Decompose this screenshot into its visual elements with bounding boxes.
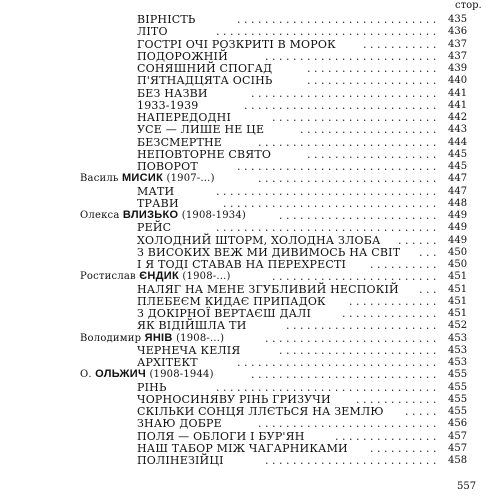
page-reference: 448 (448, 197, 468, 209)
dot-leader: . . . . . . . . . . . . . . . . . . . . . . . . . . . . . . . (223, 196, 437, 210)
dot-leader: . . . . . . . . . . . . . (349, 294, 437, 308)
poem-title: ЧОРНОСИНЯВУ РІНЬ ГРИЗУЧИ (137, 392, 331, 406)
dot-leader: . . . . . . . . . . . . . . . . . . . . . . . . . . . . . . . . (216, 380, 437, 394)
page-reference: 447 (448, 185, 468, 197)
dot-leader: . . . . . . . . . . . . . . . . . . . . . . . . . . . (251, 86, 437, 100)
dot-leader: . . . . . . . . . . . . . . . . . . . . . . (286, 319, 437, 333)
author-heading (80, 332, 224, 345)
poem-title: 1933-1939 (137, 98, 199, 112)
dot-leader: . . . . . . . . . . . . . . . . . . . . . . . . . . (258, 135, 437, 149)
page-reference: 450 (448, 246, 468, 258)
poem-title: МАТИ (137, 184, 175, 198)
toc-entry-row (0, 136, 500, 149)
poem-title: І Я ТОДІ СТАВАВ НА ПЕРЕХРЕСТІ (137, 258, 347, 271)
page-reference: 458 (448, 455, 468, 466)
page-reference: 451 (448, 271, 468, 283)
toc-entry-row (0, 111, 500, 124)
page-reference: 457 (448, 442, 468, 454)
author-years: (1908-1944) (149, 369, 214, 381)
dot-leader: . . . . . . . . . . . . . . . . . . . . . . . . . . (258, 417, 437, 431)
toc-entry-row (0, 62, 500, 75)
toc-entry-row (0, 295, 500, 308)
dot-leader: . . . (419, 282, 437, 296)
page-reference: 447 (448, 173, 468, 185)
toc-entry-row (0, 430, 500, 443)
dot-leader: . . . . . . . . . . . (363, 37, 437, 51)
dot-leader: . . . . . . . . . . . . . . . . . . . . . . . . . . (258, 172, 437, 186)
dot-leader: . . . . . . . . . . . . . . . . . . . . . . . . (272, 270, 437, 284)
poem-title: ЯК ВІДІЙШЛА ТИ (137, 319, 247, 333)
author-first-name: Олекса (80, 210, 120, 221)
poem-title: РІНЬ (137, 380, 167, 394)
page-reference: 449 (448, 210, 468, 221)
dot-leader: . . . . . . . . . . . . . . . . . . . (307, 74, 437, 88)
page-reference: 443 (448, 124, 468, 136)
page-reference: 449 (448, 234, 468, 246)
dot-leader: . . . . . . . . . . . . . . . . . . . . . . . . . . . (251, 368, 437, 382)
poem-title: П'ЯТНАДЦЯТА ОСІНЬ (137, 74, 273, 88)
toc-entry-row (0, 246, 500, 259)
dot-leader: . . . . . . . . . . . . . . . . . . . . . . . . . . . . (244, 98, 437, 112)
dot-leader: . . . (419, 245, 437, 259)
author-surname: МИСИК (121, 172, 164, 185)
poem-title: НЕПОВТОРНЕ СВЯТО (137, 147, 272, 161)
dot-leader: . . . . . . . . . . . . . . . . . . . . . . . . . (265, 331, 437, 345)
toc-author-row (0, 270, 500, 283)
page-reference: 449 (448, 222, 468, 234)
author-heading (80, 270, 231, 283)
dot-leader: . . . . . . (398, 233, 437, 247)
poem-title: ХОЛОДНИЙ ШТОРМ, ХОЛОДНА ЗЛОБА (137, 233, 381, 247)
dot-leader: . . . . . . . . . . . . (356, 392, 437, 406)
page-reference: 451 (448, 283, 468, 295)
page-reference: 455 (448, 369, 468, 381)
poem-title: ЗНАЮ ДОБРЕ (137, 417, 222, 431)
toc-entry-row (0, 258, 500, 271)
poem-title: ПОЛЯ — ОБЛОГИ І БУР'ЯН (137, 429, 305, 443)
page-reference: 441 (448, 87, 468, 99)
page-reference: 435 (448, 14, 468, 25)
dot-leader: . . . . . . . . . . . . . . . . . . . . . . . . (272, 111, 437, 124)
page-reference: 442 (448, 112, 468, 123)
toc-entry-row (0, 405, 500, 418)
poem-title: УСЕ — ЛИШЕ НЕ ЦЕ (137, 123, 265, 137)
dot-leader: . . . . . . . . . . . . . . . . . . . . (300, 123, 437, 137)
toc-entry-row (0, 454, 500, 467)
poem-title: ЧЕРНЕЧА КЕЛІЯ (137, 343, 241, 357)
toc-author-row (0, 368, 500, 381)
page-reference: 455 (448, 393, 468, 405)
toc-entry-row (0, 50, 500, 63)
page-reference: 456 (448, 418, 468, 430)
toc-entry-row (0, 74, 500, 87)
page-reference: 440 (448, 75, 468, 87)
page-reference: 453 (448, 332, 468, 344)
toc-entry-row (0, 234, 500, 247)
toc-entry-row (0, 197, 500, 210)
poem-title: ЛІТО (137, 25, 168, 39)
author-first-name: Ростислав (80, 271, 136, 283)
toc-entry-row (0, 417, 500, 430)
page-reference: 450 (448, 259, 468, 270)
author-years: (1907-...) (166, 173, 215, 185)
toc-author-row (0, 209, 500, 222)
dot-leader: . . . . . . . . . . . . . . . . . . . . . . . . . . . . . (237, 13, 437, 26)
author-heading (80, 172, 215, 185)
poem-title: ВІРНІСТЬ (137, 13, 196, 26)
dot-leader: . . . . . . . . . . . . . . . . . . . . . . . . . . . . . (237, 356, 437, 369)
author-surname: ЯНІВ (144, 331, 173, 344)
page-reference: 439 (448, 63, 468, 74)
poem-title: ПОДОРОЖНІЙ (137, 49, 228, 63)
author-years: (1908-1934) (181, 210, 247, 221)
toc-entry-row (0, 38, 500, 51)
dot-leader: . . . . . . . . . . . . . . . . . . . (307, 147, 437, 161)
poem-title: СОНЯШНИЙ СПОГАД (137, 62, 273, 75)
toc-entry-row (0, 13, 500, 26)
poem-title: З ДОКІРНОЇ ВЕРТАЄШ ДАЛІ (137, 307, 312, 320)
toc-entry-row (0, 283, 500, 296)
dot-leader: . . . . . . . . . . (370, 441, 437, 455)
page-reference: 437 (448, 50, 468, 62)
poem-title: АРХІТЕКТ (137, 356, 198, 369)
toc-entry-row (0, 185, 500, 198)
toc-entry-row (0, 356, 500, 369)
page-reference: 453 (448, 357, 468, 368)
poem-title: СКІЛЬКИ СОНЦЯ ЛЛЄТЬСЯ НА ЗЕМЛЮ (137, 405, 384, 418)
toc-entry-row (0, 25, 500, 38)
poem-title: НАЛЯГ НА МЕНЕ ЗГУБЛИВИЙ НЕСПОКІЙ (137, 282, 399, 296)
poem-title: ГОСТРІ ОЧІ РОЗКРИТІ В МОРОК (137, 37, 336, 51)
page-reference: 452 (448, 320, 468, 332)
toc-entry-row (0, 442, 500, 455)
dot-leader: . . . . . . . . . . . . . . . . . . . . . . . . . . . . . . . . (216, 221, 437, 235)
page-reference: 441 (448, 99, 468, 111)
poem-title: З ВИСОКИХ ВЕЖ МИ ДИВИМОСЬ НА СВІТ (137, 245, 401, 259)
dot-leader: . . . . . . . . . . . . . . . . . . . . . . . . . (265, 49, 437, 63)
toc-entry-row (0, 221, 500, 234)
dot-leader: . . . . . . . . . . . . . . . . . . . . . . . (279, 343, 437, 357)
page-reference: 453 (448, 344, 468, 356)
page-reference: 437 (448, 38, 468, 50)
poem-title: БЕЗСМЕРТНЕ (137, 135, 223, 149)
page-number: 557 (457, 481, 477, 492)
toc-entry-row (0, 344, 500, 357)
author-heading (80, 368, 214, 381)
toc-entry-row (0, 99, 500, 112)
author-surname: ЄНДИК (139, 270, 180, 283)
dot-leader: . . . . . . . . . . . . . . . . . . . . . . . (279, 209, 437, 222)
author-years: (1908-...) (176, 332, 225, 344)
toc-entry-row (0, 381, 500, 394)
toc-entry-row (0, 319, 500, 332)
dot-leader: . . . . . . . . . . . . . . . . . . . . . . . . . . . . . (237, 160, 437, 173)
dot-leader: . . . . . . . . . . (370, 258, 437, 271)
toc-entry-row (0, 87, 500, 100)
poem-title: ТРАВИ (137, 196, 179, 210)
toc-author-row (0, 332, 500, 345)
author-years: (1908-...) (182, 271, 231, 283)
toc-entry-row (0, 160, 500, 173)
page-reference: 445 (448, 161, 468, 172)
toc-entry-row (0, 393, 500, 406)
toc-author-row (0, 172, 500, 185)
poem-title: НАШ ТАБОР МІЖ ЧАГАРНИКАМИ (137, 441, 348, 455)
author-surname: ВЛИЗЬКО (122, 209, 179, 221)
author-first-name: Василь (80, 173, 119, 185)
dot-leader: . . . . . . . . . . . . . . . . . . . . . . . . . . . . . . . . (216, 184, 437, 198)
page-column-label: стор. (455, 0, 482, 11)
page-reference: 445 (448, 148, 468, 160)
poem-title: ПОВОРОТ (137, 160, 198, 173)
page-reference: 457 (448, 430, 468, 442)
page-reference: 455 (448, 406, 468, 417)
poem-title: БЕЗ НАЗВИ (137, 86, 208, 100)
poem-title: ПОЛІНЕЗІЙЦІ (137, 454, 224, 467)
poem-title: НАПЕРЕДОДНІ (137, 111, 232, 124)
toc-entry-row (0, 307, 500, 320)
dot-leader: . . . . . . . . . . . . . . . (335, 429, 437, 443)
page-reference: 444 (448, 136, 468, 148)
dot-leader: . . . . . . . . . . . . . . . . . . . . . . . . . (265, 454, 437, 467)
toc-entry-row (0, 148, 500, 161)
poem-title: ПЛЕБЕЄМ КИДАЄ ПРИПАДОК (137, 294, 326, 308)
dot-leader: . . . . . . . . . . . . . . (342, 307, 437, 320)
page-reference: 451 (448, 308, 468, 319)
poem-title: РЕЙС (137, 221, 172, 235)
author-surname: ОЛЬЖИЧ (95, 368, 147, 381)
page-reference: 455 (448, 381, 468, 393)
dot-leader: . . . . . (405, 405, 437, 418)
author-first-name: Володимир (80, 332, 142, 344)
author-first-name: О. (80, 369, 92, 381)
page-reference: 436 (448, 26, 468, 38)
page-reference: 451 (448, 295, 468, 307)
dot-leader: . . . . . . . . . . . . . . . . . . . . . . . . . . . . . . . . (216, 25, 437, 39)
toc-entry-row (0, 123, 500, 136)
dot-leader: . . . . . . . . . . . . . . . . . . . (307, 62, 437, 75)
